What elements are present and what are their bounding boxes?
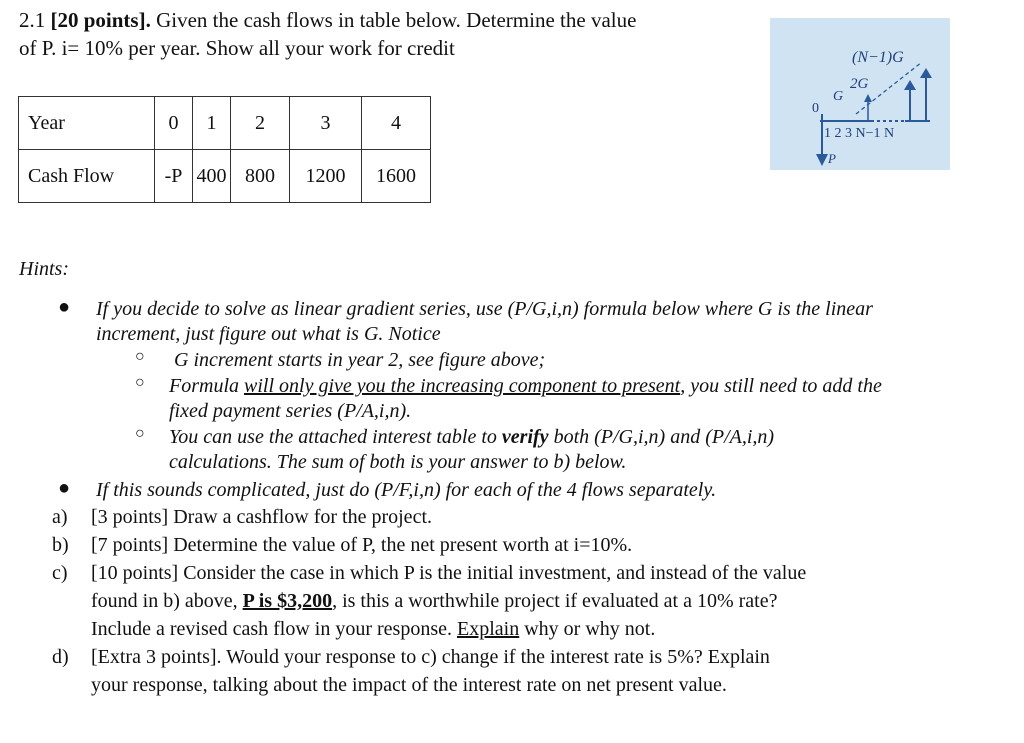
gradient-cash-flow-figure <box>770 18 950 170</box>
question-text-line2: of P. i= 10% per year. Show all your work for credit <box>19 36 455 60</box>
subhint-3-text-end: both (P/G,i,n) and (P/A,i,n) <box>548 426 775 448</box>
hint-1-line-1: If you decide to solve as linear gradient series, use (P/G,i,n) formula below where G is the linear <box>96 298 873 320</box>
table-cell: Year <box>19 97 155 150</box>
subhint-3-bold: verify <box>501 426 549 448</box>
circle-bullet-icon: ○ <box>135 425 145 442</box>
table-cell: -P <box>155 150 193 203</box>
hint-1-line-2: increment, just figure out what is G. Notice <box>96 323 441 345</box>
g-arrowhead <box>864 94 872 102</box>
part-c-line-1: [10 points] Consider the case in which P is the initial investment, and instead of the value <box>91 562 807 584</box>
subhint-3-line-2: calculations. The sum of both is your answer to b) below. <box>169 451 627 473</box>
table-cell: 1200 <box>290 150 362 203</box>
label-g: G <box>833 89 844 104</box>
question-points: [20 points]. <box>50 8 151 32</box>
part-c-underlined: Explain <box>457 618 520 640</box>
label-zero: 0 <box>812 101 819 116</box>
table-cell: 400 <box>193 150 231 203</box>
bullet-icon: ● <box>58 477 71 499</box>
circle-bullet-icon: ○ <box>135 348 145 365</box>
subhint-3-line-1 <box>169 424 774 450</box>
table-row-cash-flow <box>19 150 431 203</box>
part-c-line-2 <box>91 588 777 614</box>
subhint-1: G increment starts in year 2, see figure above; <box>174 349 546 371</box>
subhint-3-text: You can use the attached interest table to <box>169 426 502 448</box>
circle-bullet-icon: ○ <box>135 374 145 391</box>
bullet-icon: ● <box>58 296 71 318</box>
hints-label: Hints: <box>19 258 69 280</box>
label-2g: 2G <box>850 76 869 92</box>
part-c-text: found in b) above, <box>91 590 243 612</box>
subhint-2-line-2: fixed payment series (P/A,i,n). <box>169 400 412 422</box>
subhint-2-text-end: , you still need to add the <box>680 375 882 397</box>
part-b-text: [7 points] Determine the value of P, the net present worth at i=10%. <box>91 534 633 556</box>
part-b-label: b) <box>52 534 69 556</box>
axis-period-labels: 1 2 3 N−1 N <box>824 126 895 141</box>
question-title <box>19 6 759 62</box>
subhint-2-line-1 <box>169 373 882 399</box>
part-a-label: a) <box>52 506 68 528</box>
table-cell: 1600 <box>362 150 431 203</box>
table-cell: Cash Flow <box>19 150 155 203</box>
part-d-label: d) <box>52 646 69 668</box>
table-row-year <box>19 97 431 150</box>
part-d-line-2: your response, talking about the impact of the interest rate on net present value. <box>91 674 727 696</box>
table-cell: 3 <box>290 97 362 150</box>
table-cell: 0 <box>155 97 193 150</box>
part-c-line-3 <box>91 616 655 642</box>
part-c-label: c) <box>52 562 68 584</box>
table-cell: 800 <box>231 150 290 203</box>
part-c-text: Include a revised cash flow in your response. <box>91 618 457 640</box>
n-minus-1-arrowhead <box>904 80 916 90</box>
question-title-line1 <box>19 6 759 34</box>
label-p: P <box>828 151 836 166</box>
question-number: 2.1 <box>19 8 46 32</box>
hint-2: If this sounds complicated, just do (P/F,i,n) for each of the 4 flows separately. <box>96 479 717 501</box>
part-c-bold: P is $3,200 <box>242 590 333 612</box>
label-n-minus-1-g: (N−1)G <box>852 49 904 66</box>
part-c-text-end: , is this a worthwhile project if evaluated at a 10% rate? <box>332 590 778 612</box>
p-arrowhead <box>816 154 828 166</box>
part-c-text-end: why or why not. <box>519 618 656 640</box>
table-cell: 4 <box>362 97 431 150</box>
part-a-text: [3 points] Draw a cashflow for the project. <box>91 506 432 528</box>
question-text-line1: Given the cash flows in table below. Determine the value <box>150 8 637 32</box>
subhint-2-text: Formula <box>169 375 244 397</box>
part-d-line-1: [Extra 3 points]. Would your response to c) change if the interest rate is 5%? Explain <box>91 646 770 668</box>
n-arrowhead <box>920 68 932 78</box>
subhint-2-underlined: will only give you the increasing component to present <box>244 375 681 397</box>
table-cell: 1 <box>193 97 231 150</box>
cash-flow-table <box>18 96 431 203</box>
gradient-diagram <box>770 18 950 170</box>
table-cell: 2 <box>231 97 290 150</box>
